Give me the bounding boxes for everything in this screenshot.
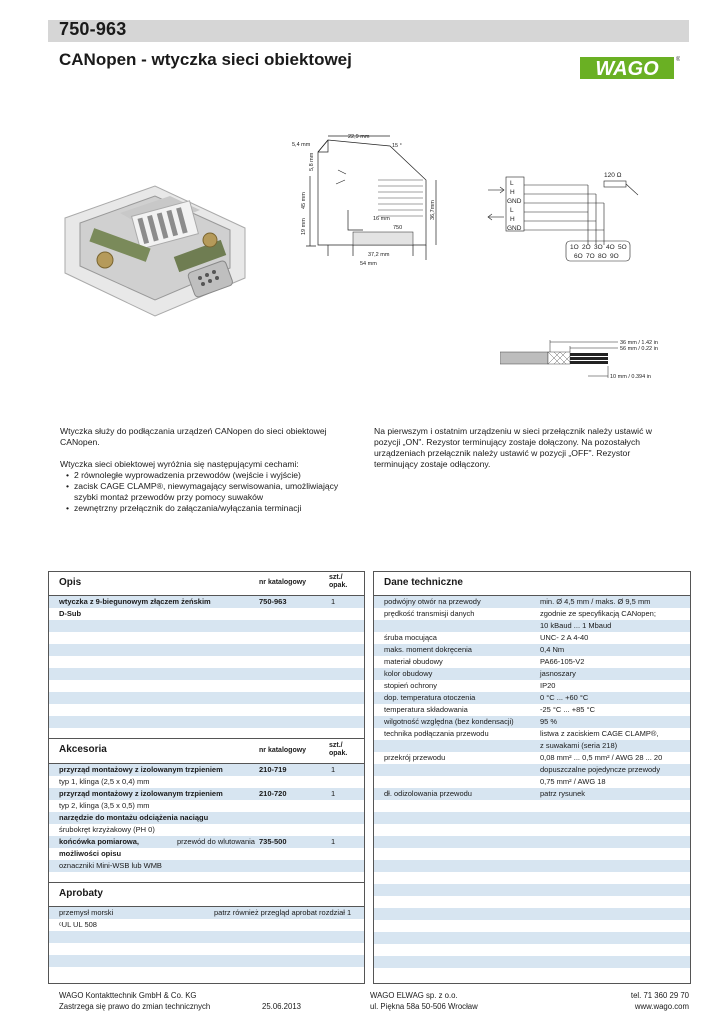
dane-row (374, 920, 690, 932)
footer-web: www.wago.com (634, 1002, 689, 1011)
part-number: 750-963 (59, 19, 127, 39)
wago-logo (578, 54, 680, 80)
dane-row (374, 824, 690, 836)
opis-row (49, 596, 364, 608)
dane-row (374, 752, 690, 764)
dane-key: przekrój przewodu (384, 753, 446, 762)
feature-item: • zewnętrzny przełącznik do załączania/wyłączania terminacji (68, 503, 350, 514)
dane-row (374, 776, 690, 788)
dane-value: z suwakami (seria 218) (540, 741, 618, 750)
svg-text:37,2 mm: 37,2 mm (368, 252, 390, 258)
opis-row (49, 692, 364, 704)
opis-row (49, 704, 364, 716)
opis-desc: D-Sub (59, 609, 82, 618)
akcesoria-col-catalog: nr katalogowy (259, 747, 307, 754)
dane-row (374, 836, 690, 848)
akcesoria-row (49, 860, 364, 872)
dane-value: UNC- 2 A 4-40 (540, 633, 589, 642)
dane-row (374, 932, 690, 944)
svg-text:56 mm / 0.22 in: 56 mm / 0.22 in (620, 346, 658, 352)
dane-row (374, 644, 690, 656)
dane-key: wilgotność względna (bez kondensacji) (384, 717, 514, 726)
akcesoria-qty: 1 (331, 789, 336, 798)
feature-item: • 2 równoległe wyprowadzenia przewodów (wejście i wyjście) (68, 470, 350, 481)
svg-text:5,8 mm: 5,8 mm (309, 152, 315, 171)
akcesoria-catalog: 735-500 (259, 837, 287, 846)
dane-key: technika podłączania przewodu (384, 729, 489, 738)
akcesoria-desc: narzędzie do montażu odciążenia naciągu (59, 813, 209, 822)
svg-text:5O: 5O (618, 244, 627, 251)
svg-text:15 °: 15 ° (392, 143, 402, 149)
dane-row (374, 740, 690, 752)
akcesoria-col-qty: szt./ opak. (329, 742, 348, 757)
dane-value: min. Ø 4,5 mm / maks. Ø 9,5 mm (540, 597, 651, 606)
svg-text:4O: 4O (606, 244, 615, 251)
svg-text:16 mm: 16 mm (373, 216, 390, 222)
akcesoria-row (49, 824, 364, 836)
dane-row (374, 860, 690, 872)
opis-row (49, 632, 364, 644)
svg-text:7O: 7O (586, 253, 595, 260)
akcesoria-desc: śrubokręt krzyżakowy (PH 0) (59, 825, 155, 834)
footer-date: 25.06.2013 (262, 1002, 302, 1011)
opis-catalog: 750-963 (259, 597, 287, 606)
akcesoria-desc: typ 2, klinga (3,5 x 0,5) mm (59, 801, 150, 810)
logo-text: WAGO (595, 58, 659, 80)
dane-value: 0 °C ... +60 °C (540, 693, 589, 702)
aprobaty-row (49, 931, 364, 943)
svg-text:5,4 mm: 5,4 mm (292, 142, 311, 148)
dane-value: 95 % (540, 717, 558, 726)
dane-value: jasnoszary (540, 669, 576, 678)
left-panel (48, 571, 365, 984)
svg-text:GND: GND (507, 198, 522, 205)
aprobaty-title: Aprobaty (59, 888, 103, 899)
svg-text:L: L (510, 180, 514, 187)
dane-value: -25 °C ... +85 °C (540, 705, 595, 714)
opis-row (49, 608, 364, 620)
dane-row (374, 632, 690, 644)
dane-row (374, 764, 690, 776)
description-right: Na pierwszym i ostatnim urządzeniu w sieci przełącznik należy ustawić w pozycji „ON". Rezystor terminujący zostaje dołączony. Na pozostałych urządzeniach przełącznik należy ustawić w pozycji „OFF". Rezystor terminujący zostaje odłączony. (374, 426, 652, 469)
dane-row (374, 956, 690, 968)
description-intro: Wtyczka służy do podłączania urządzeń CANopen do sieci obiektowej CANopen. (60, 426, 327, 447)
product-photo (60, 178, 250, 318)
dane-value: patrz rysunek (540, 789, 586, 798)
dane-value: dopuszczalne pojedyncze przewody (540, 765, 661, 774)
svg-text:®: ® (676, 57, 680, 63)
dane-row (374, 608, 690, 620)
opis-row (49, 668, 364, 680)
dane-title: Dane techniczne (384, 577, 463, 588)
dane-key: kolor obudowy (384, 669, 433, 678)
opis-desc: wtyczka z 9-biegunowym złączem żeńskim (59, 597, 211, 606)
svg-text:GND: GND (507, 225, 522, 232)
opis-row (49, 656, 364, 668)
dane-value: PA66-105-V2 (540, 657, 585, 666)
dane-key: dł. odizolowania przewodu (384, 789, 472, 798)
dane-row (374, 908, 690, 920)
svg-text:10 mm / 0.394 in: 10 mm / 0.394 in (610, 374, 651, 380)
aprobaty-row (49, 943, 364, 955)
dane-row (374, 728, 690, 740)
dane-key: maks. moment dokręcenia (384, 645, 472, 654)
dane-key: temperatura składowania (384, 705, 468, 714)
akcesoria-qty: 1 (331, 765, 336, 774)
footer-company-1: WAGO Kontakttechnik GmbH & Co. KG (59, 991, 197, 1000)
dane-key: dop. temperatura otoczenia (384, 693, 476, 702)
dane-row (374, 848, 690, 860)
opis-row (49, 620, 364, 632)
akcesoria-catalog: 210-719 (259, 765, 287, 774)
dane-row (374, 896, 690, 908)
aprobaty-name: ᶜUL UL 508 (59, 920, 97, 929)
akcesoria-desc: końcówka pomiarowa, (59, 837, 140, 846)
dimension-drawing (288, 130, 448, 270)
svg-text:22,9 mm: 22,9 mm (348, 134, 370, 140)
opis-qty: 1 (331, 597, 336, 606)
aprobaty-name: przemysł morski (59, 908, 114, 917)
opis-col-qty: szt./ opak. (329, 574, 348, 589)
svg-text:1O: 1O (570, 244, 579, 251)
svg-text:H: H (510, 216, 515, 223)
akcesoria-catalog: 210-720 (259, 789, 287, 798)
dane-row (374, 812, 690, 824)
akcesoria-title: Akcesoria (59, 744, 107, 755)
features-list (60, 470, 350, 514)
akcesoria-desc: możliwości opisu (59, 849, 122, 858)
svg-text:L: L (510, 207, 514, 214)
akcesoria-row (49, 776, 364, 788)
features-heading: Wtyczka sieci obiektowej wyróżnia się następującymi cechami: (60, 459, 299, 469)
akcesoria-row (49, 764, 364, 776)
dane-row (374, 944, 690, 956)
header-bar (48, 20, 689, 42)
right-panel (373, 571, 691, 984)
aprobaty-row (49, 907, 364, 919)
svg-text:45 mm: 45 mm (301, 192, 307, 209)
dane-row (374, 716, 690, 728)
dane-key: stopień ochrony (384, 681, 437, 690)
svg-text:8O: 8O (598, 253, 607, 260)
dane-value: 10 kBaud ... 1 Mbaud (540, 621, 612, 630)
feature-item: • zacisk CAGE CLAMP®, niewymagający serwisowania, umożliwiający szybki montaż przewodów przy pomocy suwaków (68, 481, 350, 503)
dane-row (374, 596, 690, 608)
svg-text:19 mm: 19 mm (301, 218, 307, 235)
opis-row (49, 716, 364, 728)
dane-row (374, 680, 690, 692)
cable-strip-drawing (500, 330, 685, 385)
opis-title: Opis (59, 577, 82, 588)
akcesoria-row (49, 812, 364, 824)
aprobaty-row (49, 967, 364, 979)
dane-key: prędkość transmisji danych (384, 609, 475, 618)
aprobaty-row (49, 919, 364, 931)
akcesoria-row (49, 788, 364, 800)
svg-text:2O: 2O (582, 244, 591, 251)
akcesoria-qty: 1 (331, 837, 336, 846)
akcesoria-desc: przyrząd montażowy z izolowanym trzpieniem (59, 789, 223, 798)
opis-row (49, 644, 364, 656)
svg-text:36,7mm: 36,7mm (430, 200, 436, 220)
dane-value: zgodnie ze specyfikacją CANopen; (540, 609, 656, 618)
dane-key: materiał obudowy (384, 657, 443, 666)
dane-row (374, 620, 690, 632)
dane-value: 0,08 mm² ... 0,5 mm² / AWG 28 ... 20 (540, 753, 663, 762)
akcesoria-desc: oznaczniki Mini-WSB lub WMB (59, 861, 162, 870)
description-left (60, 426, 350, 514)
aprobaty-row (49, 955, 364, 967)
dane-row (374, 968, 690, 980)
akcesoria-desc: typ 1, klinga (2,5 x 0,4) mm (59, 777, 150, 786)
footer-phone: tel. 71 360 29 70 (630, 991, 689, 1000)
akcesoria-row (49, 800, 364, 812)
dane-row (374, 656, 690, 668)
dane-row (374, 788, 690, 800)
dane-key: podwójny otwór na przewody (384, 597, 481, 606)
page-title: CANopen - wtyczka sieci obiektowej (59, 50, 352, 69)
opis-col-catalog: nr katalogowy (259, 579, 307, 586)
svg-text:6O: 6O (574, 253, 583, 260)
svg-text:54 mm: 54 mm (360, 261, 377, 267)
dane-row (374, 692, 690, 704)
aprobaty-note: patrz również przegląd aprobat rozdział 1 (214, 908, 352, 917)
svg-text:750: 750 (393, 225, 403, 231)
wiring-diagram (478, 165, 653, 270)
akcesoria-row (49, 836, 364, 848)
akcesoria-desc: przyrząd montażowy z izolowanym trzpieniem (59, 765, 223, 774)
dane-value: 0,4 Nm (540, 645, 565, 654)
dane-key: śruba mocująca (384, 633, 437, 642)
akcesoria-row (49, 848, 364, 860)
dane-row (374, 704, 690, 716)
dane-row (374, 800, 690, 812)
svg-text:36 mm / 1.42 in: 36 mm / 1.42 in (620, 340, 658, 346)
footer-note: Zastrzega się prawo do zmian technicznych (59, 1002, 211, 1011)
footer-address: ul. Piękna 58a 50-506 Wrocław (370, 1002, 478, 1011)
dane-row (374, 668, 690, 680)
dane-value: 0,75 mm² / AWG 18 (540, 777, 606, 786)
dane-value: listwa z zaciskiem CAGE CLAMP®, (540, 729, 659, 738)
dane-row (374, 884, 690, 896)
akcesoria-note: przewód do wlutowania (177, 837, 255, 846)
footer-company-2: WAGO ELWAG sp. z o.o. (370, 991, 458, 1000)
opis-row (49, 680, 364, 692)
dane-value: IP20 (540, 681, 556, 690)
svg-text:120 Ω: 120 Ω (604, 172, 622, 179)
svg-text:H: H (510, 189, 515, 196)
svg-text:9O: 9O (610, 253, 619, 260)
svg-text:3O: 3O (594, 244, 603, 251)
dane-row (374, 872, 690, 884)
